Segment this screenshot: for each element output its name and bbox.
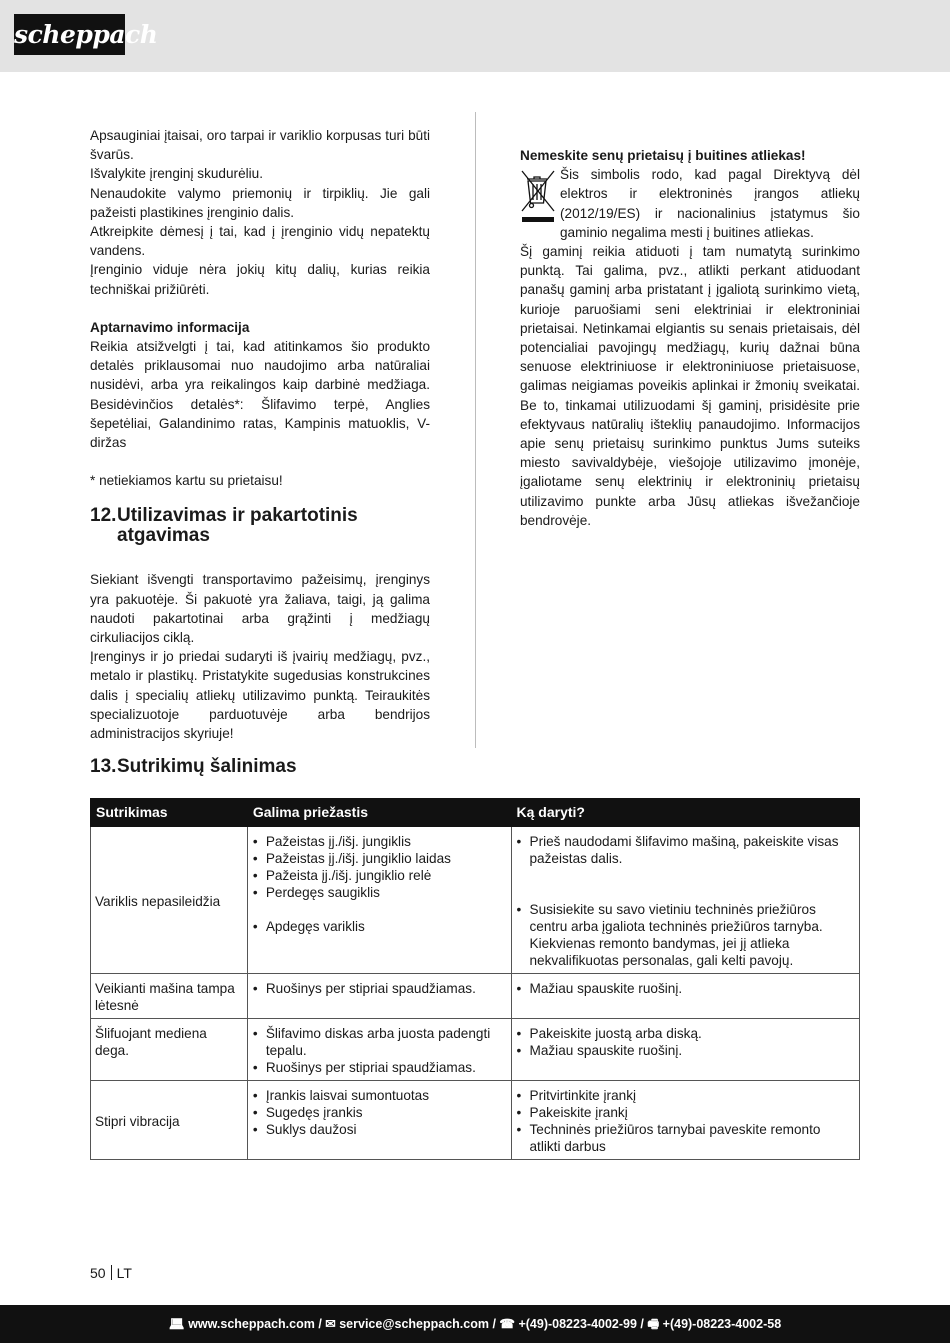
service-info-heading: Aptarnavimo informacija	[90, 319, 250, 335]
footnote: * netiekiamos kartu su prietaisu!	[90, 473, 283, 489]
list-item: • Perdegęs saugiklis	[252, 884, 506, 901]
section-title-line1: Utilizavimas ir pakartotinis	[117, 505, 358, 527]
column-header: Ką daryti?	[511, 799, 860, 827]
section-12-heading	[90, 506, 430, 546]
list-item: • Pažeistas įj./išj. jungiklio laidas	[252, 850, 506, 867]
list-item: • Ruošinys per stipriai spaudžiamas.	[252, 980, 506, 997]
list-item: • Sugedęs įrankis	[252, 1104, 506, 1121]
list-item: • Pakeiskite juostą arba diską.	[516, 1025, 855, 1042]
list-item: • Suklys daužosi	[252, 1121, 506, 1138]
table-row	[91, 974, 860, 1019]
page-number-value: 50	[90, 1265, 106, 1281]
table-row	[91, 1081, 860, 1160]
table-row	[91, 827, 860, 974]
page-number	[90, 1265, 132, 1281]
list-item: • Susisiekite su savo vietiniu techninės priežiūros centru arba įgaliota techninės priežiūros tarnyba. Kiekvienas remonto bandymas, jei jį atlieka nekvalifikuotas personalas, gali kelti pavojų.	[516, 901, 855, 969]
phone-number: +(49)-08223-4002-99	[518, 1317, 637, 1331]
list-item: • Ruošinys per stipriai spaudžiamas.	[252, 1059, 506, 1076]
cause-cell	[247, 1019, 511, 1081]
list-item: • Pažeista įj./išj. jungiklio relė	[252, 867, 506, 884]
service-info-text: Reikia atsižvelgti į tai, kad atitinkamos šio produkto detalės priklausomai nuo naudojimo arba natūraliai nusidėvi, arba yra reikalingos kaip darbinė medžiaga. Besidėvinčios detalės*: Šlifavimo terpė, Anglies šepetėliai, Galandinimo ratas, Kampinis matuoklis, V-diržas	[90, 339, 430, 451]
list-item: • Apdegęs variklis	[252, 918, 506, 935]
website-link[interactable]: www.scheppach.com	[188, 1317, 315, 1331]
scheppach-logo: scheppach	[14, 14, 125, 55]
table-header-row	[91, 799, 860, 827]
fault-cell: Stipri vibracija	[91, 1081, 248, 1160]
column-header: Sutrikimas	[91, 799, 248, 827]
footer-separator: /	[488, 1317, 500, 1331]
computer-icon: 💻︎	[168, 1317, 185, 1331]
list-item: • Pakeiskite įrankį	[516, 1104, 855, 1121]
action-cell	[511, 974, 860, 1019]
weee-heading: Nemeskite senų prietaisų į buitines atliekas!	[520, 148, 806, 163]
paragraph: Įrenginio viduje nėra jokių kitų dalių, kurias reikia techniškai prižiūrėti.	[90, 262, 430, 297]
action-cell	[511, 1081, 860, 1160]
fault-cell: Šlifuojant mediena dega.	[91, 1019, 248, 1081]
fax-number: +(49)-08223-4002-58	[662, 1317, 782, 1331]
paragraph: Atkreipkite dėmesį į tai, kad į įrenginio vidų nepatektų vandens.	[90, 224, 430, 259]
list-item: • Įrankis laisvai sumontuotas	[252, 1087, 506, 1104]
list-item: • Pažeistas įj./išj. jungiklis	[252, 833, 506, 850]
list-item: • Mažiau spauskite ruošinį.	[516, 1042, 855, 1059]
table-row	[91, 1019, 860, 1081]
paragraph: Apsauginiai įtaisai, oro tarpai ir variklio korpusas turi būti švarūs.	[90, 128, 430, 163]
troubleshooting-table	[90, 798, 860, 1160]
section-number: 12.	[90, 505, 117, 527]
cause-cell	[247, 1081, 511, 1160]
cause-cell	[247, 974, 511, 1019]
cause-cell	[247, 827, 511, 974]
crossed-out-wheelie-bin-icon	[520, 165, 556, 242]
section-13-heading	[90, 757, 297, 777]
list-item: • Techninės priežiūros tarnybai paveskite remonto atlikti darbus	[516, 1121, 855, 1155]
envelope-icon: ✉︎	[325, 1317, 340, 1331]
list-item: • Šlifavimo diskas arba juosta padengti tepalu.	[252, 1025, 506, 1059]
separator	[111, 1265, 112, 1280]
weee-intro-text: Šis simbolis rodo, kad pagal Direktyvą dėl elektros ir elektroninės įrangos atliekų (2012/19/ES) ir nacionalinius įstatymus šio gaminio negalima mesti į buitines atliekas.	[560, 167, 860, 240]
fault-cell: Variklis nepasileidžia	[91, 827, 248, 974]
section-title: Sutrikimų šalinimas	[117, 756, 297, 777]
action-cell	[511, 827, 860, 974]
list-item: • Prieš naudodami šlifavimo mašiną, pakeiskite visas pažeistas dalis.	[516, 833, 855, 867]
paragraph: Siekiant išvengti transportavimo pažeisimų, įrenginys yra pakuotėje. Ši pakuotė yra žaliava, taigi, ją galima naudoti pakartotinai arba grąžinti į medžiagų cirkuliacijos ciklą.	[90, 572, 430, 646]
email-link[interactable]: service@scheppach.com	[339, 1317, 489, 1331]
paragraph: Įrenginys ir jo priedai sudaryti iš įvairių medžiagų, pvz., metalo ir plastikų. Pristatykite sugedusias konstrukcines dalis į specialių atliekų utilizavimo punktą. Teiraukitės specializuotoje parduotuvėje arba bendrijos administracijos skyriuje!	[90, 649, 430, 742]
footer-separator: /	[314, 1317, 326, 1331]
section-title-line2: atgavimas	[117, 525, 210, 547]
page-language: LT	[116, 1265, 132, 1281]
fax-icon: 🖷︎	[647, 1317, 663, 1331]
paragraph: Išvalykite įrenginį skudurėliu.	[90, 166, 264, 182]
column-divider	[475, 112, 476, 748]
footer-separator: /	[636, 1317, 648, 1331]
weee-text: Šį gaminį reikia atiduoti į tam numatytą surinkimo punktą. Tai galima, pvz., atlikti perkant atiduodant panašų gaminį arba pristatant į įgaliotą surinkimo vietą, kurioje paruošiami seni elektriniai ir elektroniniai prietaisai. Netinkamai elgiantis su senais prietaisais, dėl potencialiai pavojingų medžiagų, kurių dažnai būna senuose elektriniuose ir elektroniniuose prietaisuose, galimas neigiamas poveikis aplinkai ir žmonių sveikatai. Be to, tinkamai utilizuodami šį gaminį, prisidėsite prie efektyvaus natūralių išteklių panaudojimo. Informacijos apie senų prietaisų surinkimo punktus Jums suteiks miesto savivaldybėje, viešojoje utilizavimo įmonėje, įgaliotame senų elektrinių ir elektroninių prietaisų utilizavimo punkte arba Jūsų atliekas išvežančioje bendrovėje.	[520, 244, 860, 528]
fault-cell: Veikianti mašina tampa lėtesnė	[91, 974, 248, 1019]
list-item: • Pritvirtinkite įrankį	[516, 1087, 855, 1104]
left-column	[90, 126, 430, 743]
paragraph: Nenaudokite valymo priemonių ir tirpiklių. Jie gali pažeisti plastikines įrenginio dalis.	[90, 185, 430, 220]
telephone-icon: ☎︎	[499, 1317, 519, 1331]
column-header: Galima priežastis	[247, 799, 511, 827]
right-column	[520, 146, 860, 530]
section-number: 13.	[90, 756, 117, 777]
page-header	[0, 0, 950, 72]
page-footer	[0, 1305, 950, 1343]
action-cell	[511, 1019, 860, 1081]
weee-block	[520, 165, 860, 242]
list-item: • Mažiau spauskite ruošinį.	[516, 980, 855, 997]
